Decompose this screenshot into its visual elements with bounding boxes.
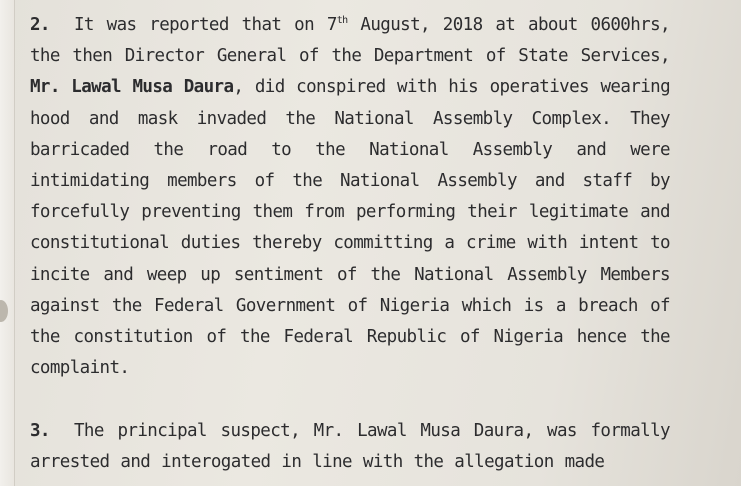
ordinal-superscript: th — [336, 15, 348, 26]
paragraph-number: 2. — [30, 15, 50, 35]
paragraph-3 — [30, 416, 670, 478]
paragraph-text-end: , did conspired with his operatives wearing hood and mask invaded the National Assembly Complex. They barricaded the road to the National Assembly and were intimidating members of the National Assembly and staff by forcefully preventing them from performing their legitimate and constitutional duties thereby committing a crime with intent to incite and weep up sentiment of the National Assembly Members against the Federal Government of Nigeria which is a breach of the constitution of the Federal Republic of Nigeria hence the complaint. — [30, 77, 671, 379]
paragraph-number: 3. — [30, 421, 50, 441]
paragraph-2 — [30, 10, 670, 384]
paragraph-text: The principal suspect, Mr. Lawal Musa Daura, was formally arrested and interogated in line with the allegation made — [30, 421, 670, 473]
page-left-edge — [0, 0, 15, 486]
bold-name: Mr. Lawal Musa Daura — [30, 77, 234, 98]
paragraph-text-middle: August, 2018 at about 0600hrs, the then Director General of the Department of State Services, — [30, 15, 670, 67]
paragraph-text-start: It was reported that on 7 — [74, 15, 337, 35]
